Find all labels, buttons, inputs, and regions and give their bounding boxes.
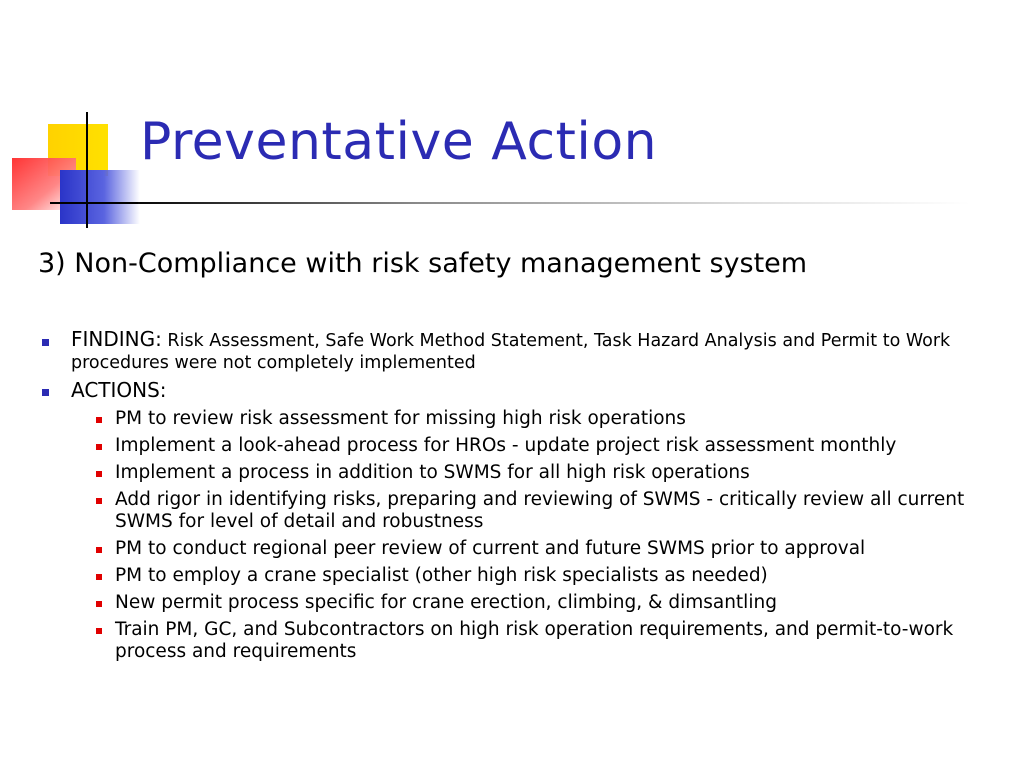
finding-label: FINDING: [71,327,162,351]
action-item [38,489,1008,533]
square-bullet-icon [42,339,49,346]
slide-title: Preventative Action [140,112,658,172]
action-item [38,408,1008,430]
title-underline [50,202,970,204]
actions-list [38,408,1008,663]
decorative-logo [0,0,150,240]
action-item [38,565,1008,587]
vertical-rule [86,112,88,228]
finding-text: Risk Assessment, Safe Work Method Statement, Task Hazard Analysis and Permit to Work procedures were not completely implemented [71,331,951,373]
bullet-content [38,328,1008,668]
square-bullet-icon [96,547,102,553]
action-text: Train PM, GC, and Subcontractors on high risk operation requirements, and permit-to-work process and requirements [115,619,954,662]
square-bullet-icon [96,574,102,580]
slide-subtitle: 3) Non-Compliance with risk safety management system [38,248,808,279]
blue-square [60,170,140,224]
action-item [38,592,1008,614]
actions-item [38,378,1008,402]
action-item [38,435,1008,457]
square-bullet-icon [96,628,102,634]
title-underline-accent [50,202,138,204]
finding-item [38,328,1008,374]
action-item [38,619,1008,663]
action-text: New permit process specific for crane erection, climbing, & dimsantling [115,592,777,613]
action-text: Implement a process in addition to SWMS for all high risk operations [115,462,750,483]
square-bullet-icon [96,471,102,477]
action-text: Implement a look-ahead process for HROs - update project risk assessment monthly [115,435,897,456]
square-bullet-icon [96,444,102,450]
actions-label: ACTIONS: [71,378,167,402]
action-item [38,538,1008,560]
action-text: Add rigor in identifying risks, preparing and reviewing of SWMS - critically review all current SWMS for level of detail and robustness [115,489,965,532]
action-text: PM to conduct regional peer review of current and future SWMS prior to approval [115,538,866,559]
square-bullet-icon [96,601,102,607]
square-bullet-icon [42,389,49,396]
square-bullet-icon [96,417,102,423]
action-text: PM to review risk assessment for missing high risk operations [115,408,686,429]
action-text: PM to employ a crane specialist (other high risk specialists as needed) [115,565,768,586]
square-bullet-icon [96,498,102,504]
action-item [38,462,1008,484]
